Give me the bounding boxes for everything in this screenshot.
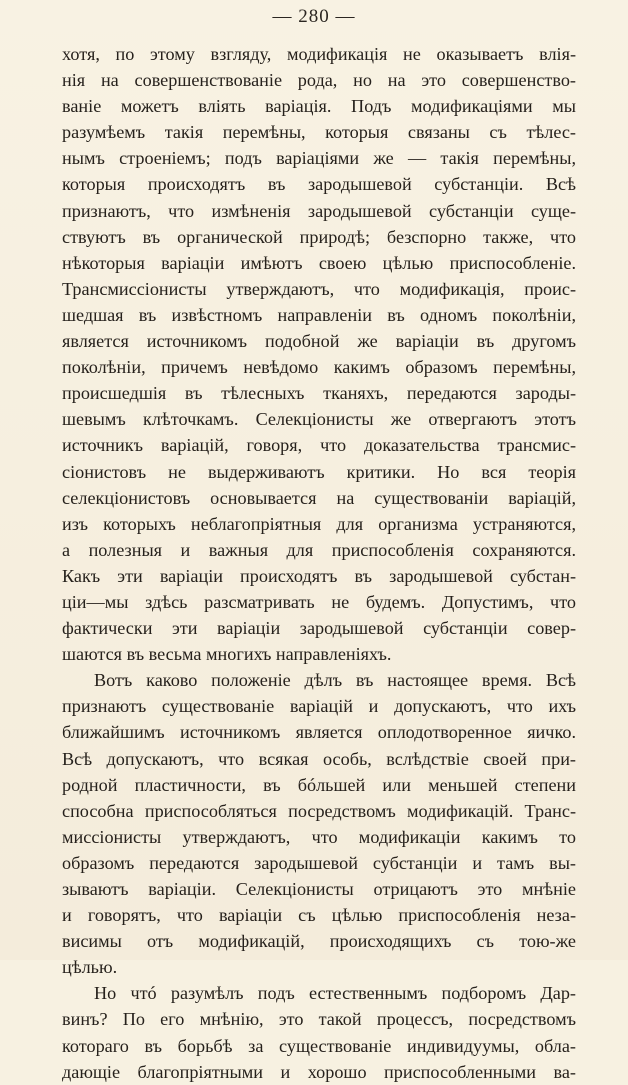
- text-line: разумѣемъ такiя перемѣны, которыя связаны съ тѣлес-: [62, 122, 576, 143]
- text-line: образомъ передаются зародышевой субстанцiи и тамъ вы-: [62, 852, 576, 873]
- text-line: поколѣнiи, причемъ невѣдомо какимъ образомъ перемѣны,: [62, 357, 576, 378]
- text-line: цѣлью.: [62, 957, 118, 978]
- text-line: источникъ варiацiй, говоря, что доказательства трансмис-: [62, 435, 576, 456]
- text-line: Какъ эти варiацiи происходятъ въ зародышевой субстан-: [62, 565, 576, 586]
- text-line: Вотъ каково положенiе дѣлъ въ настоящее время. Всѣ: [94, 670, 576, 691]
- text-line: шаются въ весьма многихъ направленiяхъ.: [62, 644, 392, 665]
- text-line: Всѣ допускаютъ, что всякая особь, вслѣдствiе своей при-: [62, 748, 576, 769]
- text-line: зываютъ варiацiи. Селекцiонисты отрицаютъ это мнѣнiе: [62, 879, 576, 899]
- text-line: селекцiонистовъ основывается на существованiи варiацiй,: [62, 487, 576, 508]
- text-line: нымъ строенiемъ; подъ варiацiями же — такiя перемѣны,: [62, 148, 576, 169]
- page-number: — 280 —: [272, 6, 356, 27]
- text-line: а полезныя и важныя для приспособленiя сохраняются.: [62, 539, 576, 560]
- text-line: происшедшiя въ тѣлесныхъ тканяхъ, передаются зароды-: [62, 383, 576, 404]
- text-line: хотя, по этому взгляду, модификацiя не оказываетъ влiя-: [62, 44, 576, 64]
- text-line: шедшая въ извѣстномъ направленiи въ одномъ поколѣнiи,: [62, 304, 576, 325]
- text-line: висимы отъ модификацiй, происходящихъ съ тою-же: [62, 931, 576, 952]
- text-line: фактически эти варiацiи зародышевой субстанцiи совер-: [62, 618, 576, 639]
- text-line: винъ? По его мнѣнiю, это такой процессъ, посредствомъ: [62, 1009, 576, 1030]
- text-line: сiонистовъ не выдерживаютъ критики. Но вся теорiя: [62, 461, 576, 482]
- text-line: миссiонисты утверждаютъ, что модификацiи какимъ то: [62, 826, 576, 847]
- body-text: [62, 41, 576, 1085]
- text-line: изъ которыхъ неблагопрiятныя для организма устраняются,: [62, 513, 576, 534]
- text-line: ближайшимъ источникомъ является оплодотворенное яичко.: [62, 722, 576, 743]
- text-line: признаютъ, что измѣненiя зародышевой субстанцiи суще-: [62, 200, 576, 221]
- text-line: Трансмиссiонисты утверждаютъ, что модификацiя, проис-: [62, 278, 576, 299]
- text-line: нiя на совершенствованiе рода, но на это совершенство-: [62, 70, 576, 91]
- text-line: признаютъ существованiе варiацiй и допускаютъ, что ихъ: [62, 696, 576, 717]
- text-line: ствуютъ въ органической природѣ; безспорно также, что: [62, 226, 576, 247]
- text-line: дающiе благопрiятными и хорошо приспособленными ва-: [62, 1061, 576, 1082]
- text-line: цiи—мы здѣсь разсматривать не будемъ. Допустимъ, что: [62, 591, 576, 612]
- text-line: родной пластичности, въ бóльшей или меньшей степени: [62, 774, 576, 795]
- text-line: нѣкоторыя варiацiи имѣютъ своею цѣлью приспособленiе.: [62, 252, 576, 273]
- text-line: котораго въ борьбѣ за существованiе индивидуумы, обла-: [62, 1035, 576, 1056]
- text-line: которыя происходятъ въ зародышевой субстанцiи. Всѣ: [62, 174, 576, 195]
- text-line: является источникомъ подобной же варiацiи въ другомъ: [62, 331, 576, 352]
- text-line: способна приспособляться посредствомъ модификацiй. Транс-: [62, 800, 576, 821]
- text-line: шевымъ клѣточкамъ. Селекцiонисты же отвергаютъ этотъ: [62, 409, 576, 430]
- text-line: Но чтó разумѣлъ подъ естественнымъ подборомъ Дар-: [94, 983, 576, 1004]
- text-line: ванiе можетъ влiять варiацiя. Подъ модификацiями мы: [62, 96, 576, 117]
- text-line: и говорятъ, что варiацiи съ цѣлью приспособленiя неза-: [62, 905, 576, 926]
